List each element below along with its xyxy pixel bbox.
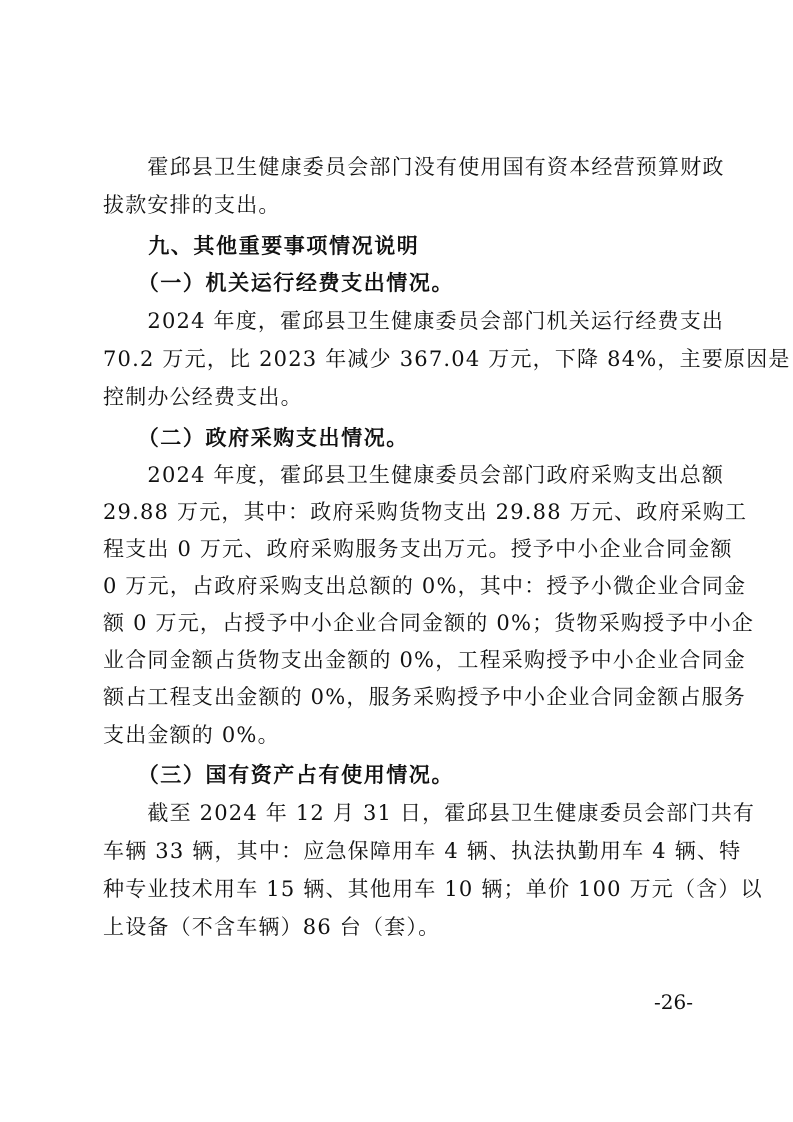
paragraph-line: 霍邱县卫生健康委员会部门没有使用国有资本经营预算财政 [103, 155, 725, 179]
paragraph-line: 种专业技术用车 15 辆、其他用车 10 辆；单价 100 万元（含）以 [103, 877, 763, 901]
paragraph-line: 上设备（不含车辆）86 台（套）。 [103, 915, 441, 939]
paragraph-line: 70.2 万元，比 2023 年减少 367.04 万元，下降 84%，主要原因是 [103, 347, 791, 371]
page-number: -26- [654, 990, 693, 1014]
paragraph-line: 额 0 万元，占授予中小企业合同金额的 0%；货物采购授予中小企 [103, 611, 755, 635]
paragraph-line: 程支出 0 万元、政府采购服务支出万元。授予中小企业合同金额 [103, 537, 733, 561]
section-heading: 九、其他重要事项情况说明 [103, 234, 420, 258]
paragraph-line: 截至 2024 年 12 月 31 日，霍邱县卫生健康委员会部门共有 [103, 801, 756, 825]
paragraph-line: 拔款安排的支出。 [103, 193, 281, 217]
paragraph-line: 额占工程支出金额的 0%，服务采购授予中小企业合同金额占服务 [103, 685, 746, 709]
paragraph-line: 车辆 33 辆，其中：应急保障用车 4 辆、执法执勤用车 4 辆、特 [103, 839, 742, 863]
paragraph-line: 业合同金额占货物支出金额的 0%，工程采购授予中小企业合同金 [103, 648, 746, 672]
subsection-heading: （三）国有资产占有使用情况。 [103, 763, 455, 787]
paragraph-line: 支出金额的 0%。 [103, 723, 280, 747]
paragraph-line: 29.88 万元，其中：政府采购货物支出 29.88 万元、政府采购工 [103, 500, 748, 524]
paragraph-line: 0 万元，占政府采购支出总额的 0%，其中：授予小微企业合同金 [103, 574, 747, 598]
paragraph-line: 2024 年度，霍邱县卫生健康委员会部门机关运行经费支出 [103, 309, 725, 333]
paragraph-line: 2024 年度，霍邱县卫生健康委员会部门政府采购支出总额 [103, 463, 725, 487]
subsection-heading: （一）机关运行经费支出情况。 [103, 271, 455, 295]
subsection-heading: （二）政府采购支出情况。 [103, 426, 409, 450]
paragraph-line: 控制办公经费支出。 [103, 385, 303, 409]
